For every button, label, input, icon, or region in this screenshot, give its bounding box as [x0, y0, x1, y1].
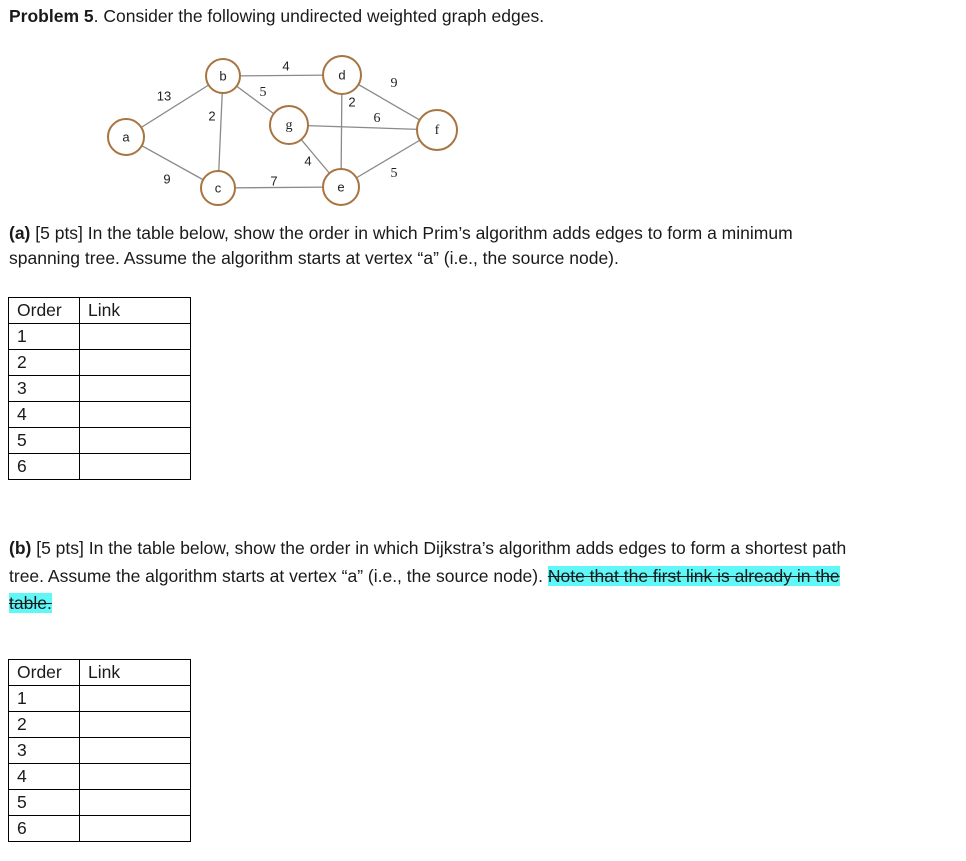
- struck-note-end: table.: [9, 593, 52, 613]
- node-label: g: [285, 118, 293, 134]
- node-label: b: [219, 68, 227, 84]
- order-cell: 3: [9, 376, 80, 402]
- node-label: f: [434, 123, 440, 139]
- table-row: [9, 816, 191, 842]
- table-header-row: [9, 660, 191, 686]
- edge-weight-a-b: 13: [156, 88, 172, 104]
- table-row: [9, 738, 191, 764]
- order-cell: 6: [9, 816, 80, 842]
- edge-weight-g-e: 4: [304, 153, 312, 169]
- edge-weight-d-f: 9: [390, 76, 398, 92]
- link-cell[interactable]: [80, 712, 191, 738]
- struck-note: Note that the first link is already in the: [547, 566, 840, 586]
- part-a-label: (a): [9, 223, 31, 243]
- link-cell[interactable]: [80, 686, 191, 712]
- problem-intro: . Consider the following undirected weighted graph edges.: [93, 6, 545, 26]
- table-row: [9, 324, 191, 350]
- part-b-label: (b): [9, 538, 32, 558]
- link-cell[interactable]: [80, 376, 191, 402]
- order-cell: 2: [9, 712, 80, 738]
- dijkstra-table: [8, 659, 191, 842]
- table-row: [9, 686, 191, 712]
- node-label: e: [337, 179, 345, 195]
- part-b-line3: [9, 593, 52, 614]
- order-cell: 4: [9, 402, 80, 428]
- edge-weight-b-d: 4: [282, 58, 290, 74]
- node-g: [270, 106, 308, 144]
- link-cell[interactable]: [80, 402, 191, 428]
- table-row: [9, 350, 191, 376]
- link-cell[interactable]: [80, 454, 191, 480]
- order-cell: 1: [9, 324, 80, 350]
- part-a-line1: [9, 223, 793, 244]
- graph-diagram: [0, 0, 966, 215]
- node-c: [201, 171, 235, 205]
- table-row: [9, 764, 191, 790]
- edge-weight-d-e: 2: [348, 94, 356, 110]
- node-f: [417, 110, 457, 150]
- order-cell: 6: [9, 454, 80, 480]
- table-header-row: [9, 298, 191, 324]
- table-row: [9, 454, 191, 480]
- link-cell[interactable]: [80, 428, 191, 454]
- link-cell[interactable]: [80, 324, 191, 350]
- link-header: Link: [80, 660, 191, 686]
- part-b-line2: [9, 566, 840, 587]
- edge-weight-c-e: 7: [270, 173, 278, 189]
- edge-weight-b-g: 5: [259, 85, 267, 101]
- node-d: [323, 56, 361, 94]
- order-cell: 5: [9, 790, 80, 816]
- node-a: [108, 119, 144, 155]
- node-e: [323, 169, 359, 205]
- node-label: d: [338, 67, 346, 83]
- order-cell: 5: [9, 428, 80, 454]
- node-label: c: [214, 180, 222, 196]
- order-cell: 2: [9, 350, 80, 376]
- order-header: Order: [9, 660, 80, 686]
- part-b-text2: tree. Assume the algorithm starts at vertex “a” (i.e., the source node).: [9, 566, 548, 586]
- node-b: [206, 59, 240, 93]
- edge-weight-g-f: 6: [373, 111, 381, 127]
- order-cell: 1: [9, 686, 80, 712]
- order-header: Order: [9, 298, 80, 324]
- part-a-line2: spanning tree. Assume the algorithm starts at vertex “a” (i.e., the source node).: [9, 248, 619, 268]
- edge-weight-b-c: 2: [208, 108, 216, 124]
- table-row: [9, 428, 191, 454]
- part-b-text1: [5 pts] In the table below, show the order in which Dijkstra’s algorithm adds edges to form a shortest path: [31, 538, 847, 558]
- link-cell[interactable]: [80, 764, 191, 790]
- problem-label: Problem 5: [9, 6, 94, 26]
- node-label: a: [122, 129, 130, 145]
- part-b-line1: [9, 538, 846, 559]
- table-row: [9, 712, 191, 738]
- table-row: [9, 376, 191, 402]
- link-cell[interactable]: [80, 738, 191, 764]
- edge-weight-e-f: 5: [390, 166, 398, 182]
- order-cell: 4: [9, 764, 80, 790]
- prim-table: [8, 297, 191, 480]
- part-a-text1: [5 pts] In the table below, show the order in which Prim’s algorithm adds edges to form a minimum: [30, 223, 793, 243]
- link-cell[interactable]: [80, 350, 191, 376]
- edge-weight-a-c: 9: [163, 171, 171, 187]
- edge-g-f: [289, 125, 437, 130]
- table-row: [9, 402, 191, 428]
- table-row: [9, 790, 191, 816]
- link-cell[interactable]: [80, 816, 191, 842]
- order-cell: 3: [9, 738, 80, 764]
- link-header: Link: [80, 298, 191, 324]
- link-cell[interactable]: [80, 790, 191, 816]
